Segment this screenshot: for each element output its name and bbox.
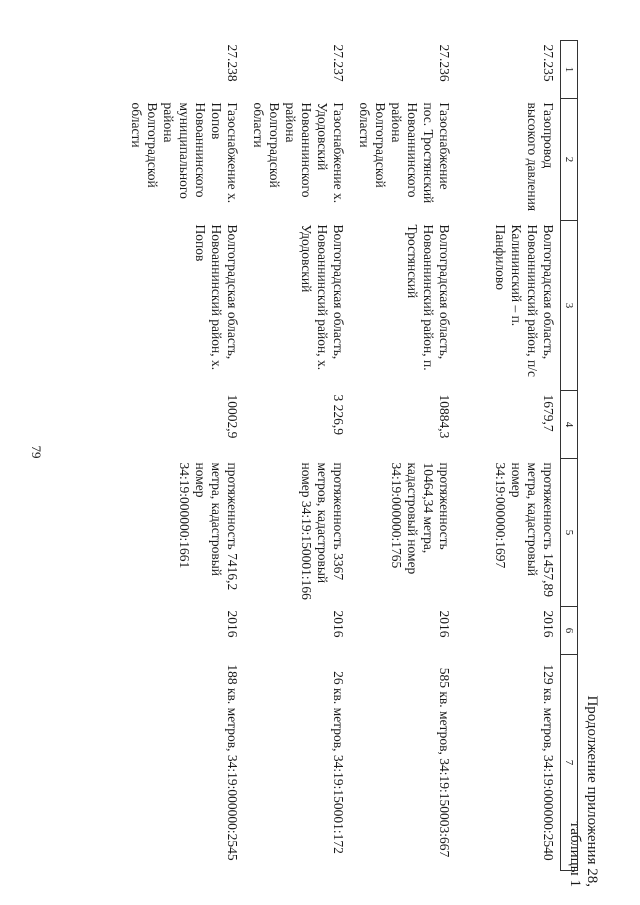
land-cadastre: 129 кв. метров, 34:19:000000:2540 [541,664,556,861]
column-header: 7 [561,655,578,871]
object-address: Волгоградская область, Новоаннинский район, х. Удодовский [299,224,347,371]
object-description: протяженность 1457,89 метра, кадастровый номер 34:19:000000:1697 [493,462,556,597]
caption-line-2: таблицы 1 [567,821,583,887]
header-row [561,41,578,871]
object-year: 2016 [541,610,556,638]
column-header: 2 [561,99,578,221]
row-number: 27.236 [437,44,453,82]
caption-line-1: Продолжение приложения 28, [584,695,600,887]
page-number: 79 [29,445,44,459]
object-address: Волгоградская область, Новоаннинский район, п/с Калининский – п. Панфилово [493,224,556,377]
column-header: 3 [561,221,578,391]
land-cadastre: 585 кв. метров, 34:19:150003:667 [437,667,453,858]
column-header: 1 [561,41,578,99]
column-header: 6 [561,607,578,655]
object-name: Газопровод высокого давления [525,102,556,212]
object-value: 3 226,9 [331,394,347,435]
property-table [123,40,579,871]
object-name: Газоснабжение х. Удодовский Новоаннинского района Волгоградской области [251,102,347,204]
object-description: протяженность 7416,2 метра, кадастровый номер 34:19:000000:1661 [177,462,241,591]
row-number: 27.238 [225,44,241,82]
object-description: протяженность 10464,34 метра, кадастровый номер 34:19:000000:1765 [389,462,453,575]
row-number: 27.235 [541,44,556,82]
object-description: протяженность 3367 метров, кадастровый номер 34:19:150001:166 [299,462,347,600]
object-name: Газоснабжение пос. Тростянский Новоаннинского района Волгоградской области [357,102,453,204]
object-address: Волгоградская область, Новоаннинский район, п. Тростянский [405,224,453,371]
object-name: Газоснабжение х. Попов Новоаннинского муниципального района Волгоградской области [129,102,241,204]
land-cadastre: 26 кв. метров, 34:19:150001:172 [331,671,347,854]
table-row [245,41,351,871]
object-address: Волгоградская область, Новоаннинский район, х. Попов [193,224,241,371]
table-row [351,41,457,871]
column-header: 5 [561,459,578,607]
object-value: 10884,3 [437,394,453,439]
object-value: 10002,9 [225,394,241,439]
column-header: 4 [561,391,578,459]
object-year: 2016 [225,610,241,638]
land-cadastre: 188 кв. метров, 34:19:000000:2545 [225,664,241,861]
row-number: 27.237 [331,44,347,82]
object-value: 1679,7 [541,394,556,432]
object-year: 2016 [331,610,347,638]
table-row [457,41,561,871]
table-row [123,41,245,871]
object-year: 2016 [437,610,453,638]
